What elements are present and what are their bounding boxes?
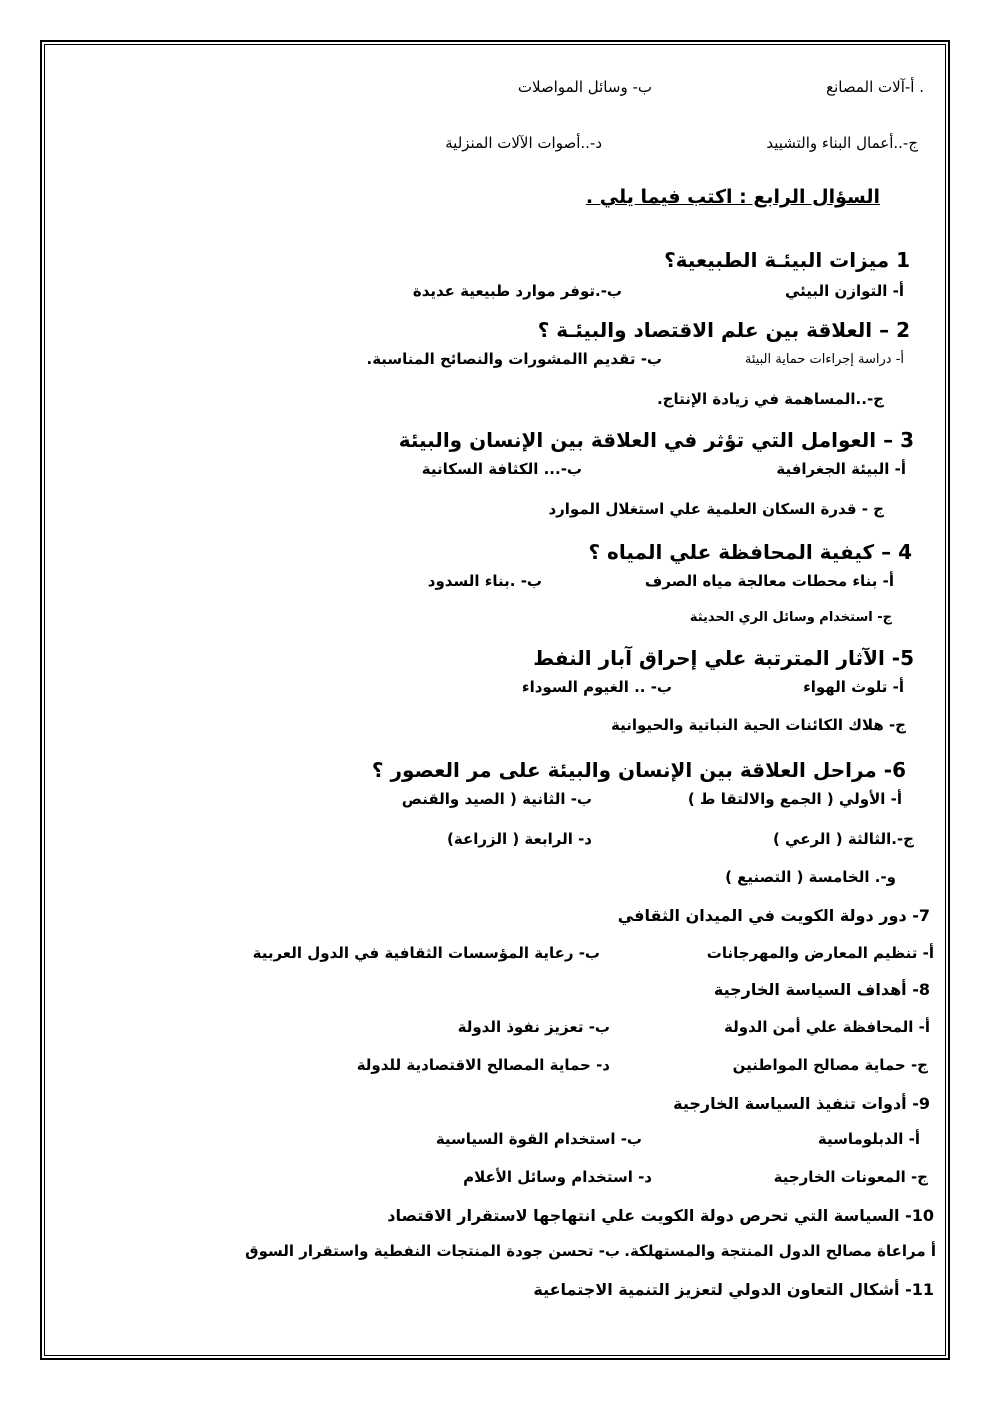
q6-e: و-. الخامسة ( التصنيع ) (725, 868, 896, 886)
q6-b: ب- الثانية ( الصيد والقنص (401, 790, 592, 808)
q8-c: ج- حماية مصالح المواطنين (732, 1056, 928, 1074)
q11-title: 11- أشكال التعاون الدولي لتعزيز التنمية الاجتماعية (533, 1280, 934, 1299)
q3-title: 3 – العوامل التي تؤثر في العلاقة بين الإنسان والبيئة (398, 428, 914, 452)
page-border (40, 40, 950, 1360)
option-d: د-..أصوات الآلات المنزلية (445, 134, 602, 152)
q1-a: أ- التوازن البيئي (784, 282, 904, 300)
q8-b: ب- تعزيز نفوذ الدولة (457, 1018, 610, 1036)
q5-title: 5- الآثار المترتبة علي إحراق آبار النفط (533, 646, 914, 670)
q7-b: ب- رعاية المؤسسات الثقافية في الدول العربية (252, 944, 600, 962)
q9-a: أ- الدبلوماسية (817, 1130, 920, 1148)
q5-c: ج- هلاك الكائنات الحية النباتية والحيوانية (610, 716, 906, 734)
q2-a: أ- دراسة إجراءات حماية البيئة (744, 352, 904, 367)
option-b: ب- وسائل المواصلات (517, 78, 652, 96)
section-title: السؤال الرابع : اكتب فيما يلي . (585, 186, 880, 208)
q9-d: د- استخدام وسائل الأعلام (463, 1168, 652, 1186)
q2-title: 2 – العلاقة بين علم الاقتصاد والبيئـة ؟ (537, 318, 910, 342)
q7-title: 7- دور دولة الكويت في الميدان الثقافي (617, 906, 930, 925)
q3-b: ب-... الكثافة السكانية (421, 460, 582, 478)
q7-a: أ- تنظيم المعارض والمهرجانات (706, 944, 934, 962)
q8-title: 8- أهداف السياسة الخارجية (713, 980, 930, 999)
q6-title: 6- مراحل العلاقة بين الإنسان والبيئة على مر العصور ؟ (371, 758, 906, 782)
option-a: . أ-آلات المصانع (826, 78, 924, 96)
q3-a: أ- البيئة الجغرافية (776, 460, 906, 478)
q4-b: ب- .بناء السدود (427, 572, 542, 590)
q4-c: ج- استخدام وسائل الري الحديثة (689, 610, 892, 625)
q5-b: ب- .. الغيوم السوداء (521, 678, 672, 696)
q6-a: أ- الأولي ( الجمع والالتقا ط ) (687, 790, 902, 808)
q1-b: ب-.توفر موارد طبيعية عديدة (412, 282, 622, 300)
option-c: ج-..أعمال البناء والتشييد (766, 134, 918, 152)
q1-title: 1 ميزات البيئـة الطبيعية؟ (664, 248, 910, 272)
q8-a: أ- المحافظة علي أمن الدولة (723, 1018, 930, 1036)
q10-b: ب- تحسن جودة المنتجات النفطية واستقرار السوق (245, 1242, 620, 1260)
q9-title: 9- أدوات تنفيذ السياسة الخارجية (673, 1094, 930, 1113)
q2-b: ب- تقديم االمشورات والنصائح المناسبة. (366, 350, 662, 368)
q10-a: أ مراعاة مصالح الدول المنتجة والمستهلكة. (624, 1242, 936, 1260)
q9-b: ب- استخدام القوة السياسية (435, 1130, 642, 1148)
q6-d: د- الرابعة ( الزراعة) (447, 830, 592, 848)
q3-c: ج - قدرة السكان العلمية علي استغلال الموارد (548, 500, 884, 518)
q10-title: 10- السياسة التي تحرص دولة الكويت علي انتهاجها لاستقرار الاقتصاد (387, 1206, 934, 1225)
q6-c: ج-.الثالثة ( الرعي ) (772, 830, 914, 848)
q5-a: أ- تلوث الهواء (803, 678, 904, 696)
q2-c: ج-..المساهمة في زيادة الإنتاج. (656, 390, 884, 408)
q9-c: ج- المعونات الخارجية (773, 1168, 928, 1186)
q4-a: أ- بناء محطات معالجة مياه الصرف (644, 572, 894, 590)
q4-title: 4 – كيفية المحافظة علي المياه ؟ (588, 540, 912, 564)
q8-d: د- حماية المصالح الاقتصادية للدولة (356, 1056, 610, 1074)
